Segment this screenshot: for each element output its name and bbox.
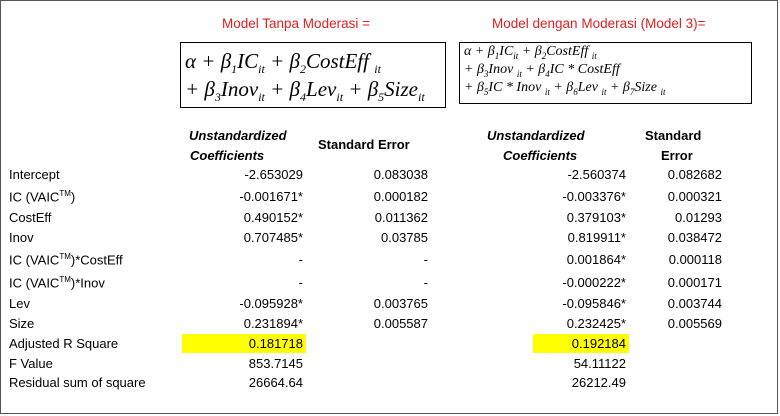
coef-right: 0.192184 <box>571 336 626 351</box>
se-left: 0.03785 <box>381 230 428 245</box>
row-label: Residual sum of square <box>9 375 146 390</box>
se-header-left: Standard Error <box>318 137 410 152</box>
row-label: Size <box>9 316 35 331</box>
right-equation-line-2: + $\beta_3Inov$ $_{it} + \beta_4IC$ * CostEff <box>464 62 620 79</box>
coef-left: 0.490152* <box>243 210 303 225</box>
se-right: 0.000321 <box>667 189 722 204</box>
coef-left: 0.181718 <box>248 336 303 351</box>
coef-right: -0.000222* <box>562 275 626 290</box>
right-equation-line-3: + $\beta_5IC$ * Inov $_{it} + \beta_6Lev$ $_{it} + \beta_7Size$ $_{it}$ <box>464 80 666 97</box>
left-equation-box <box>180 42 446 108</box>
se-right: 0.003744 <box>667 296 722 311</box>
coef-right: 0.819911* <box>567 230 626 245</box>
row-label: Intercept <box>9 167 60 182</box>
coef-header-left-2: Coefficients <box>190 148 265 163</box>
right-model-title: Model dengan Moderasi (Model 3)= <box>492 16 706 31</box>
coef-left: 0.231894* <box>243 316 303 331</box>
coef-left: 0.707485* <box>243 230 303 245</box>
coef-left: - <box>298 252 303 267</box>
coef-left: -0.095928* <box>239 296 303 311</box>
coef-left: -2.653029 <box>244 167 303 182</box>
coef-header-right-1: Unstandardized <box>487 128 585 143</box>
se-right: 0.000118 <box>668 252 722 267</box>
coef-right: 0.001864* <box>566 252 626 267</box>
row-label: IC (VAIC™)*CostEff <box>9 252 123 268</box>
se-left: 0.003765 <box>373 296 428 311</box>
row-label: Inov <box>9 230 34 245</box>
coef-left: 853.7145 <box>248 356 303 371</box>
coef-left: -0.001671* <box>239 189 303 204</box>
row-label: CostEff <box>9 210 52 225</box>
se-right: 0.038472 <box>667 230 722 245</box>
se-header-right-2: Error <box>661 148 693 163</box>
se-left: 0.011362 <box>374 210 428 225</box>
coef-right: -0.003376* <box>562 189 626 204</box>
coef-right: 0.379103* <box>566 210 626 225</box>
right-equation-line-1: $\alpha + \beta_1IC_{it}$ + $\beta_2CostEff$ $_{it}$ <box>464 44 597 61</box>
coef-right: 0.232425* <box>566 316 626 331</box>
se-left: 0.000182 <box>373 189 428 204</box>
row-label: F Value <box>9 356 53 371</box>
se-header-right-1: Standard <box>645 128 702 143</box>
coef-left: 26664.64 <box>248 375 303 390</box>
left-equation-line-2: + $\beta_3Inov_{it} + \beta_4Lev_{it}$ + $\beta_5Size_{it}$ <box>185 77 425 105</box>
right-equation-box <box>459 42 752 104</box>
row-label: IC (VAIC™)*Inov <box>9 275 105 291</box>
left-equation-line-1: $\alpha + \beta_1IC_{it}$ + $\beta_2CostEff$ $_{it}$ <box>185 49 381 77</box>
row-label: IC (VAIC™) <box>9 189 76 205</box>
se-left: - <box>423 252 428 267</box>
coef-right: 54.11122 <box>573 356 626 371</box>
coef-right: -2.560374 <box>567 167 626 182</box>
coef-right: -0.095846* <box>562 296 626 311</box>
se-left: 0.005587 <box>373 316 428 331</box>
se-right: 0.01293 <box>675 210 722 225</box>
row-label: Lev <box>9 296 30 311</box>
coef-right: 26212.49 <box>571 375 626 390</box>
se-right: 0.000171 <box>667 275 722 290</box>
se-right: 0.005569 <box>667 316 722 331</box>
coef-header-left-1: Unstandardized <box>189 128 287 143</box>
left-model-title: Model Tanpa Moderasi = <box>222 16 370 31</box>
coef-header-right-2: Coefficients <box>503 148 578 163</box>
se-left: 0.083038 <box>373 167 428 182</box>
se-left: - <box>423 275 428 290</box>
coef-left: - <box>298 275 303 290</box>
se-right: 0.082682 <box>667 167 722 182</box>
row-label: Adjusted R Square <box>9 336 119 351</box>
